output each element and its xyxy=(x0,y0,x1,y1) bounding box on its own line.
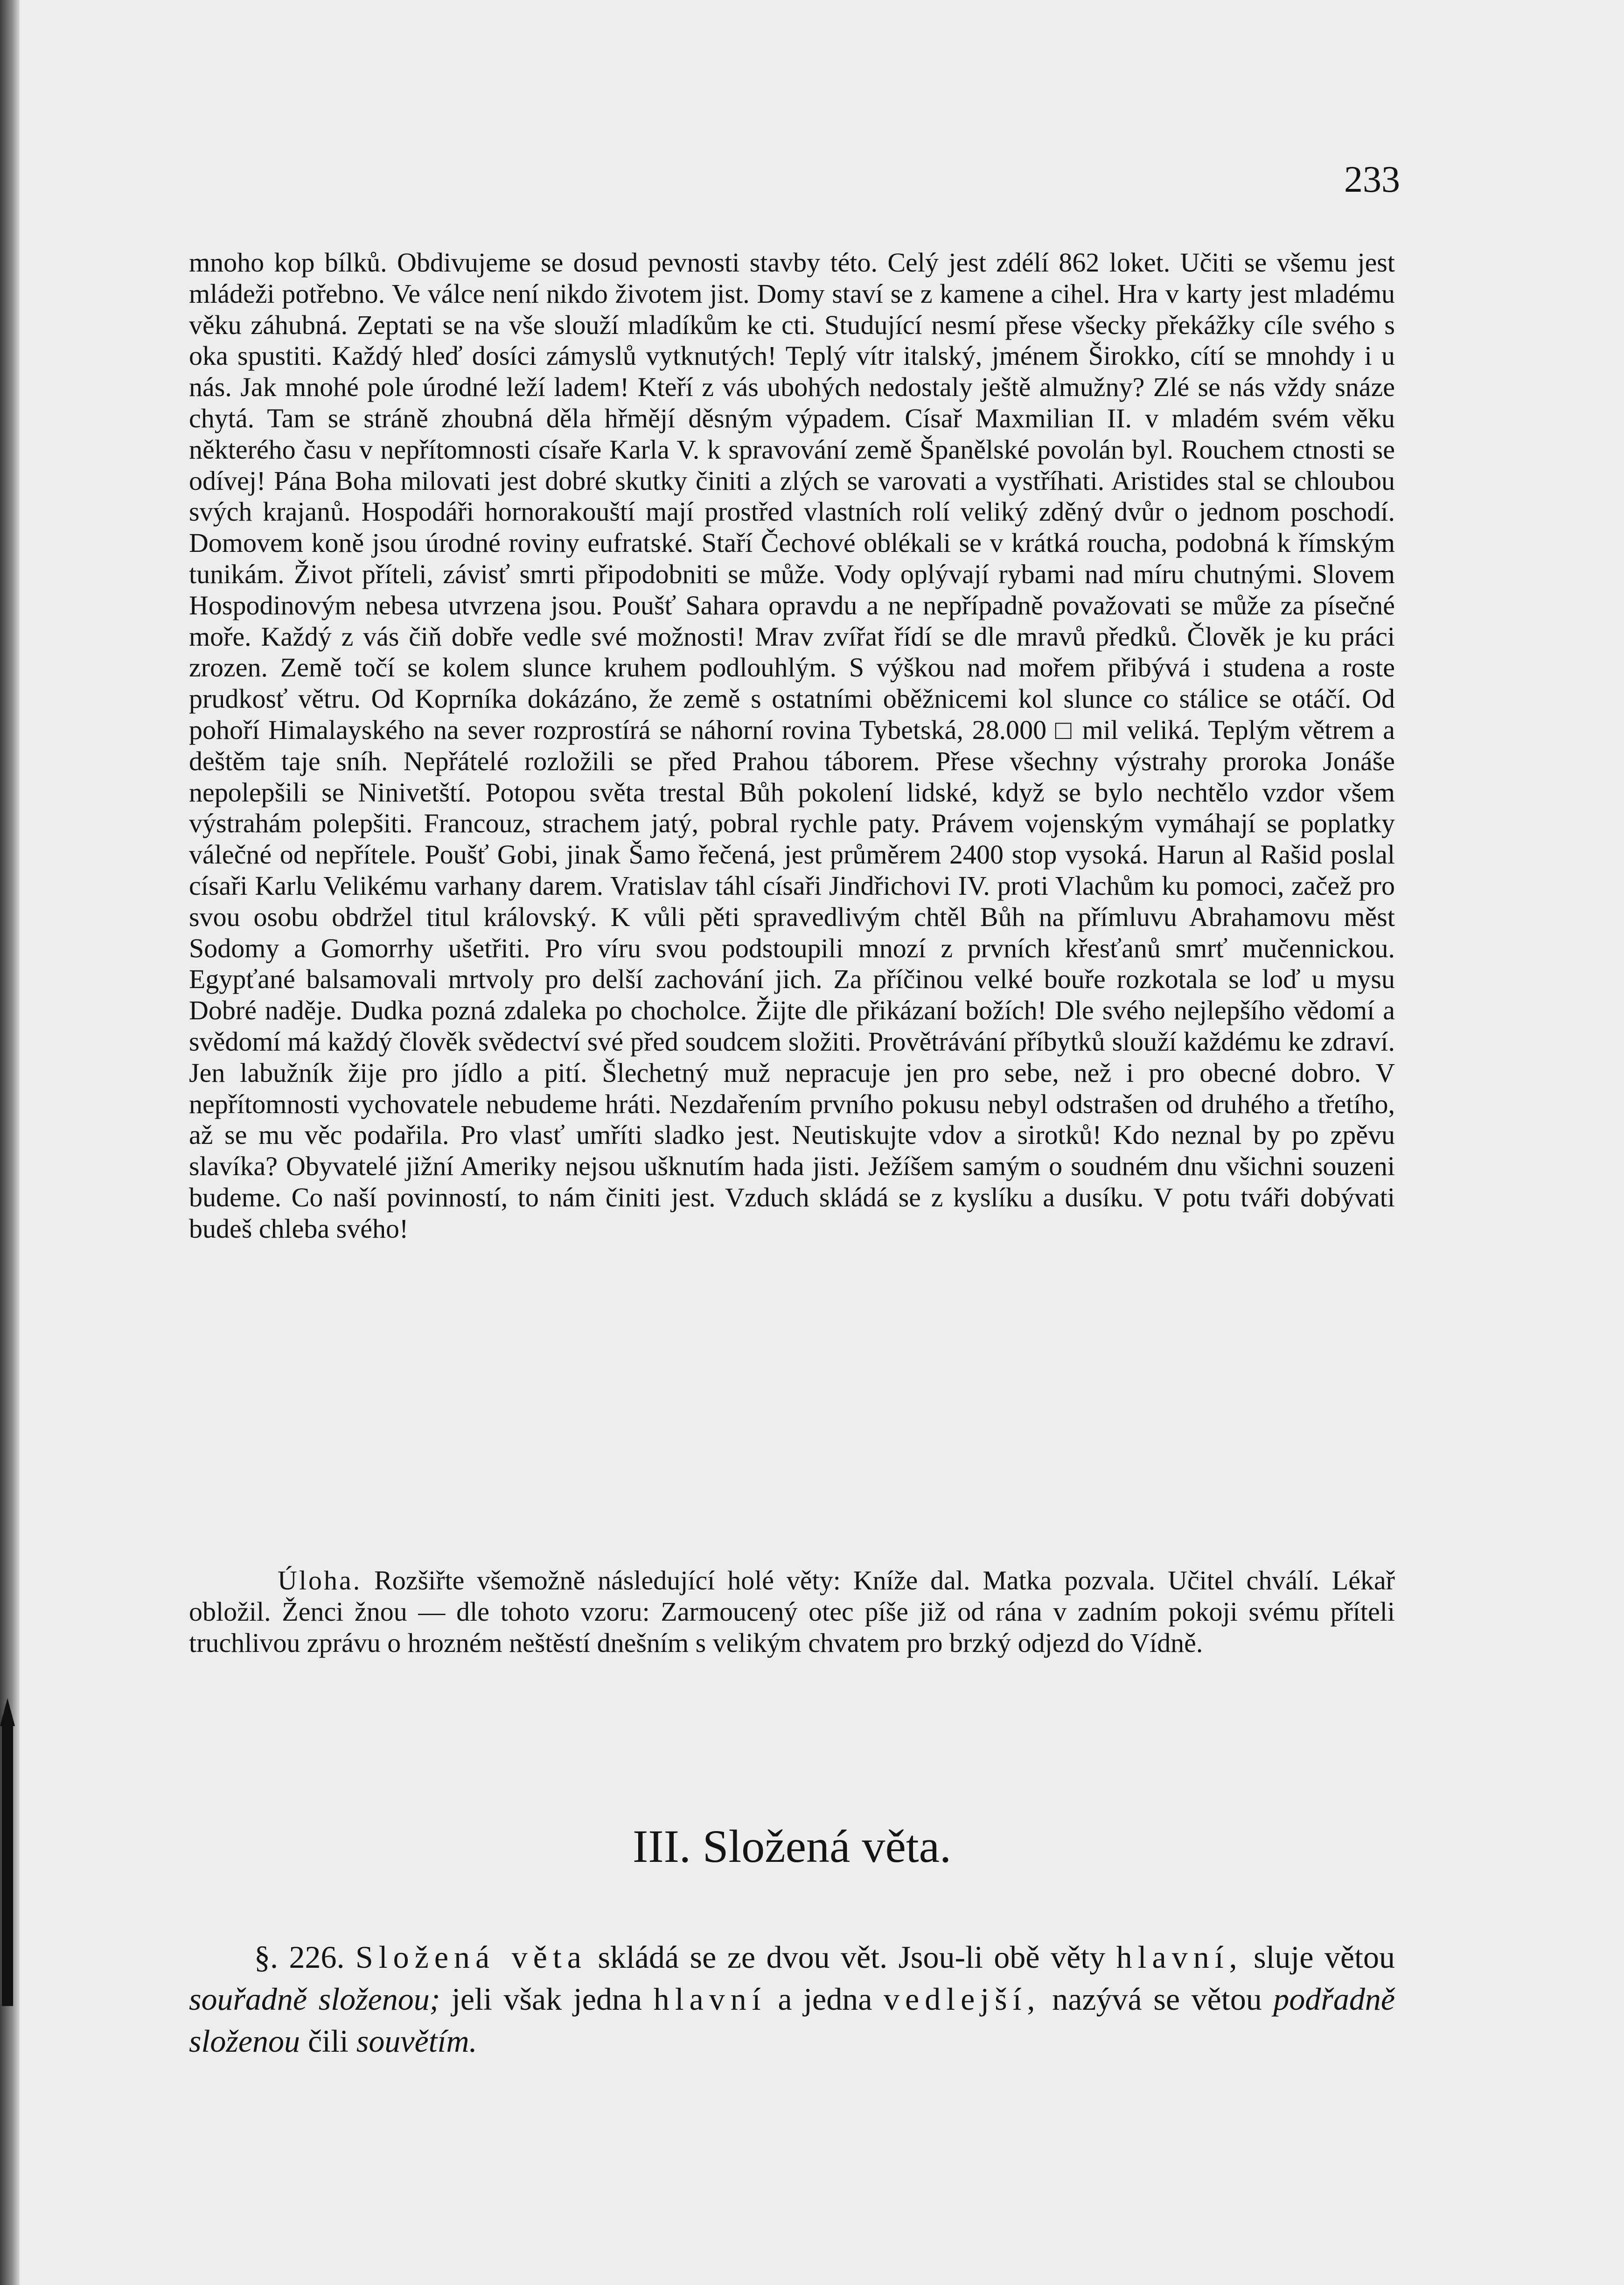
rule-text-1: skládá se ze dvou vět. Jsou-li obě věty xyxy=(598,1939,1106,1975)
bookmark-marker xyxy=(2,1726,13,2006)
rule-word-vedlejsi: vedlejší, xyxy=(884,1981,1041,2017)
rule-text-3: jeli však jedna xyxy=(452,1981,642,2017)
bookmark-marker-tip xyxy=(0,1698,15,1726)
rule-number: §. 226. xyxy=(254,1939,345,1975)
exercise-text: Rozšiřte všemožně následující holé věty: Kníže dal. Matka pozvala. Učitel chválí. Lékař obložil. Ženci žnou — dle tohoto vzoru: Zarmoucený otec píše již od rána v zadním pokoji svému příteli truchlivou zprávu o hrozném neštěstí dnešním s velikým chvatem pro brzký odjezd do Vídně. xyxy=(189,1565,1395,1658)
exercise-label: Úloha. xyxy=(278,1565,362,1595)
rule-subordinate-term: podřadně složenou xyxy=(189,1981,1395,2059)
exercise-task-paragraph xyxy=(189,1565,1395,1658)
page-number: 233 xyxy=(1344,159,1400,200)
rule-text-5: nazývá se větou xyxy=(1052,1981,1262,2017)
rule-word-hlavni-2: hlavní xyxy=(653,1981,767,2017)
rule-text-6: čili xyxy=(308,2023,348,2059)
section-heading: III. Složená věta. xyxy=(632,1820,951,1872)
rule-text-2: sluje větou xyxy=(1254,1939,1395,1975)
rule-compound-term: souvětím. xyxy=(356,2023,477,2059)
rule-coordinate-term: souřadně složenou; xyxy=(189,1981,440,2017)
rule-text-4: a jedna xyxy=(778,1981,872,2017)
rule-paragraph xyxy=(189,1936,1395,2062)
rule-word-hlavni-1: hlavní, xyxy=(1116,1939,1243,1975)
rule-term: Složená věta xyxy=(355,1939,587,1975)
exercise-sentences-paragraph: mnoho kop bílků. Obdivujeme se dosud pevnosti stavby této. Celý jest zdélí 862 loket. Učiti se všemu jest mládeži potřebno. Ve válce není nikdo životem jist. Domy staví se z kamene a cihel. Hra v karty jest mladému věku záhubná. Zeptati se na vše slouží mladíkům ke cti. Studující nesmí přese všecky překážky cíle svého s oka spustiti. Každý hleď dosíci zámyslů vytknutých! Teplý vítr italský, jménem Širokko, cítí se mnohdy i u nás. Jak mnohé pole úrodné leží ladem! Kteří z vás ubohých nedostaly ještě almužny? Zlé se nás vždy snáze chytá. Tam se stráně zhoubná děla hřmějí děsným výpadem. Císař Maxmilian II. v mladém svém věku některého času v nepřítomnosti císaře Karla V. k spravování země Španělské povolán byl. Rouchem ctnosti se odívej! Pána Boha milovati jest dobré skutky činiti a zlých se varovati a vystříhati. Aristides stal se chloubou svých krajanů. Hospodáři hornorakouští mají prostřed vlastních rolí veliký zděný dvůr o jednom poschodí. Domovem koně jsou úrodné roviny eufratské. Staří Čechové oblékali se v krátká roucha, podobná k římským tunikám. Život příteli, závisť smrti připodobniti se může. Vody oplývají rybami nad míru chutnými. Slovem Hospodinovým nebesa utvrzena jsou. Poušť Sahara opravdu a ne nepřípadně považovati se může za písečné moře. Každý z vás čiň dobře vedle své možnosti! Mrav zvířat řídí se dle mravů předků. Člověk je ku práci zrozen. Země točí se kolem slunce kruhem podlouhlým. S výškou nad mořem přibývá i studena a roste prudkosť větru. Od Koprníka dokázáno, že země s ostatními oběžnicemi kol slunce co stálice se otáčí. Od pohoří Himalayského na sever rozprostírá se náhorní rovina Tybetská, 28.000 □ mil veliká. Teplým větrem a deštěm taje sníh. Nepřátelé rozložili se před Prahou táborem. Přese všechny výstrahy proroka Jonáše nepolepšili se Ninivetští. Potopou světa trestal Bůh pokolení lidské, když se bylo nechtělo vzdor všem výstrahám polepšiti. Francouz, strachem jatý, pobral rychle paty. Právem vojenským vymáhají se poplatky válečné od nepřítele. Poušť Gobi, jinak Šamo řečená, jest průměrem 2400 stop vysoká. Harun al Rašid poslal císaři Karlu Velikému varhany darem. Vratislav táhl císaři Jindřichovi IV. proti Vlachům ku pomoci, začež pro svou osobu obdržel titul královský. K vůli pěti spravedlivým chtěl Bůh na přímluvu Abrahamovu měst Sodomy a Gomorrhy ušetřiti. Pro víru svou podstoupili mnozí z prvních křesťanů smrť mučennickou. Egypťané balsamovali mrtvoly pro delší zachování jich. Za příčinou velké bouře rozkotala se loď u mysu Dobré naděje. Dudka pozná zdaleka po chocholce. Žijte dle přikázaní božích! Dle svého nejlepšího vědomí a svědomí má každý člověk svědectví své před soudcem složiti. Provětrávání příbytků slouží každému ke zdraví. Jen labužník žije pro jídlo a pití. Šlechetný muž nepracuje jen pro sebe, než i pro obecné dobro. V nepřítomnosti vychovatele nebudeme hráti. Nezdařením prvního pokusu nebyl odstrašen od druhého a třetího, až se mu věc podařila. Pro vlasť umříti sladko jest. Neutiskujte vdov a sirotků! Kdo neznal by po zpěvu slavíka? Obyvatelé jižní Ameriky nejsou ušknutím hada jisti. Ježíšem samým o soudném dnu všichni souzeni budeme. Co naší povinností, to nám činiti jest. Vzduch skládá se z kyslíku a dusíku. V potu tváři dobývati budeš chleba svého! xyxy=(189,247,1395,1244)
